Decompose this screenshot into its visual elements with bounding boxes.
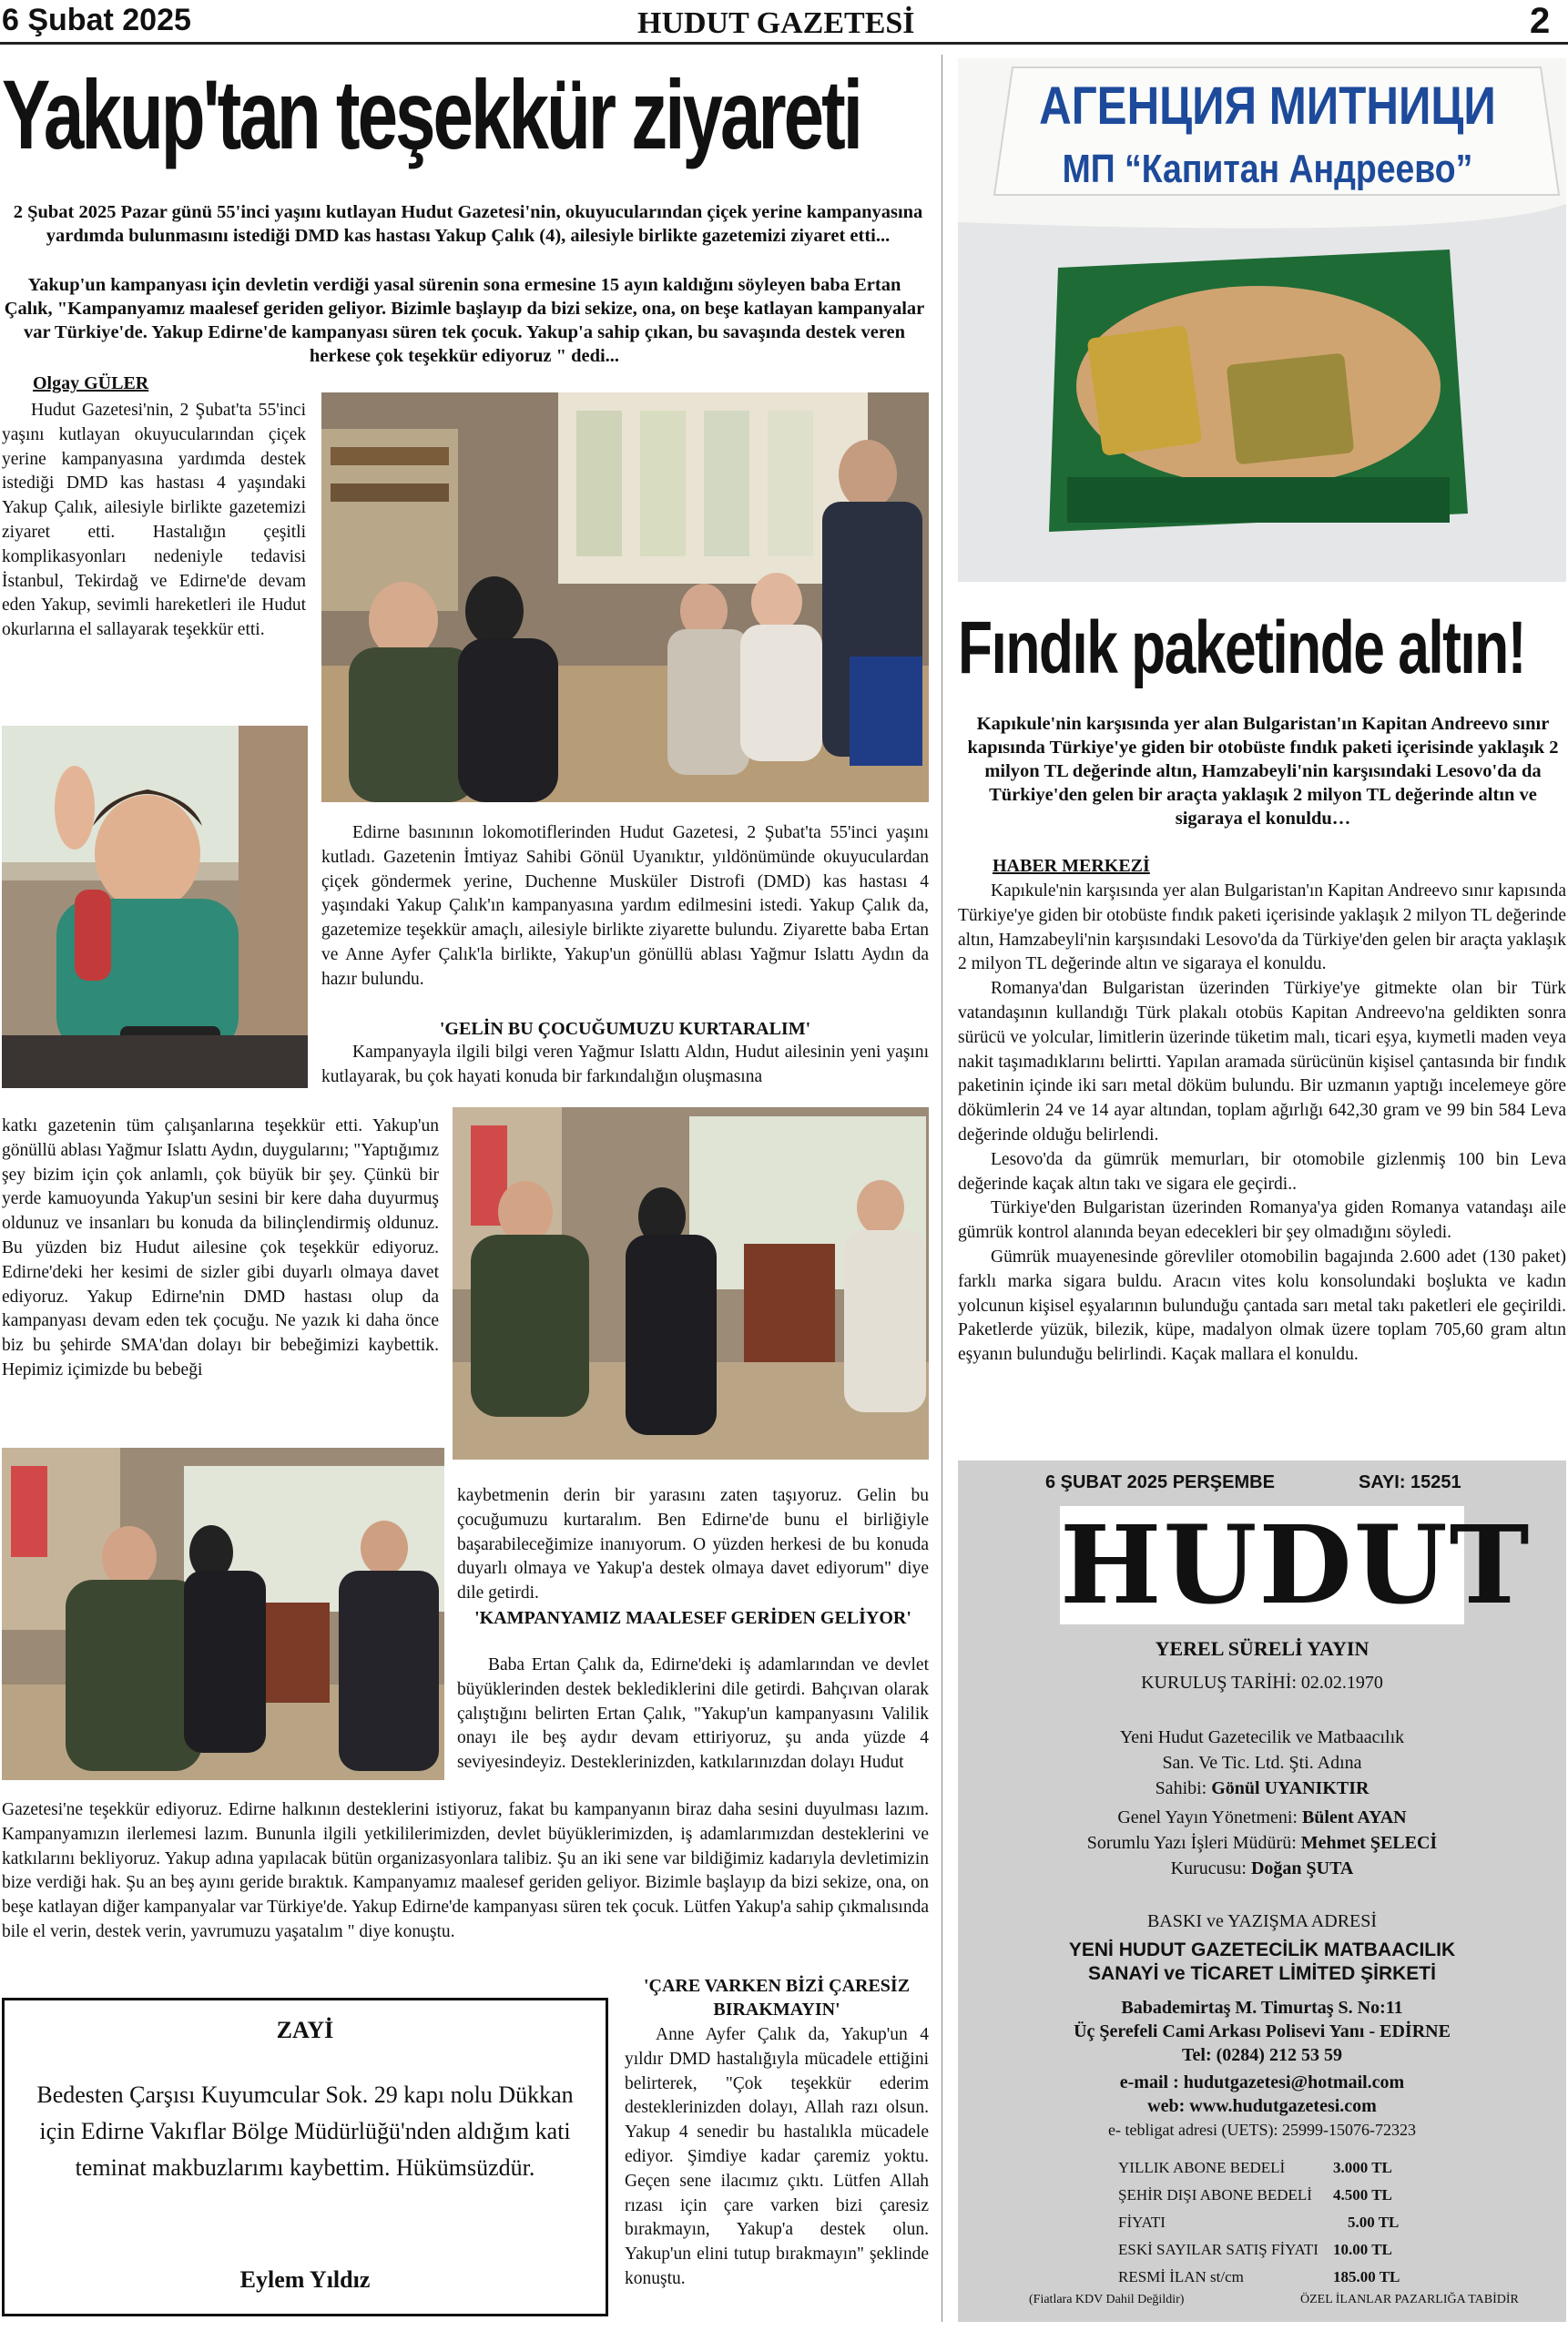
subhead-gelin: 'GELİN BU ÇOCUĞUMUZU KURTARALIM': [439, 1019, 811, 1039]
lead-left-2: Yakup'un kampanyası için devletin verdiği yasal sürenin sona ermesine 15 ayın kaldığını söyleyen baba Ertan Çalık, "Kampanyamız maalesef geriden geliyor. Bizimle başlayıp da bizi sekize, ona, on beşe katlayan kampanyalar var Türkiye'de. Yakup Edirne'de kampanyası süren tek çocuk. Yakup'a sahip çıkan, bu savaşında destek veren herkese çok teşekkür ediyoruz " dedi...: [4, 275, 925, 366]
price-row: [1118, 2182, 1501, 2209]
zayi-box: [2, 1998, 608, 2316]
zayi-text: Bedesten Çarşısı Kuyumcular Sok. 29 kapı nolu Dükkan için Edirne Vakıflar Bölge Müdürlüğü'nden aldığım kati teminat makbuzlarımı kaybettim. Hükümsüzdür.: [36, 2082, 574, 2181]
impressum-box: [958, 1461, 1566, 2322]
right-article-paragraph: Türkiye'den Bulgaristan üzerinden Romanya'ya giden Romanya vatandaşı aile gümrük kontrol alanında beyan edecekleri bir şey olmadığını söyledi.: [958, 1198, 1566, 1243]
byline-left: Olgay GÜLER: [33, 373, 149, 393]
left-col-paragraph-2: katkı gazetenin tüm çalışanlarına teşekkür etti. Yakup'un gönüllü ablası Yağmur Islattı Aydın, duygularını; "Yaptığımız şey bizim için çok anlamlı, çok büyük bir şey. Çünkü bir yerde kamuoyunda Yakup'un sesini bir kere daha duyurmuş oldunuz ve insanları bu konuda da bilinçlendirmiş oldunuz. Bu yüzden biz Hudut ailesine çok teşekkür ediyoruz. Edirne'deki her kesimi de sizler gibi duyarlı olmaya davet ediyoruz. Yakup Edirne'nin DMD hastası olup da kampanyası devam eden tek çocuğu. Ne yazık ki daha önce biz bu şehirde SMA'dan dolayı bir bebeğimizi kaybettik. Hepimiz içimizde bu bebeği: [2, 1116, 439, 1379]
lead-left: 2 Şubat 2025 Pazar günü 55'inci yaşını kutlayan Hudut Gazetesi'nin, okuyucularından çiçek yerine kampanyasına yardımda bulunmasını istediği DMD kas hastası Yakup Çalık (4), ailesiyle birlikte gazetemizi ziyaret etti...: [13, 202, 923, 246]
right-col-paragraph-4: Baba Ertan Çalık da, Edirne'deki iş adamlarından ve devlet büyüklerinden destek beklediklerini dile getirdi. Bahçıvan olarak çalıştığını belirten Ertan Çalık, "Yakup'un kampanyasını Valilik onayı ile beş aydır devam ettiriyoruz, şu anda yüzde 4 seviyesindeyiz. Desteklerinizden, katkılarınızdan dolayı Hudut: [457, 1655, 929, 1773]
impressum-print-company-1: YENİ HUDUT GAZETECİLİK MATBAACILIK: [1068, 1939, 1456, 1960]
price-label: ESKİ SAYILAR SATIŞ FİYATI: [1118, 2241, 1319, 2258]
sign-line-1: АГЕНЦИЯ МИТНИЦИ: [1039, 76, 1496, 136]
right-article-paragraph: Gümrük muayenesinde görevliler otomobilin bagajında 2.600 adet (130 paket) farklı marka sigara buldu. Aracın vites kolu konsolundaki boşlukta ve kadın yolcunun kişisel eşyalarının bulunduğu çantada sarı metal takı paketleri ele geçirildi. Paketlerde yüzük, bilezik, küpe, madalyon olmak üzere toplam 705,60 gram altın eşyanın bulunduğu belirlindi. Kaçak mallara el konuldu.: [958, 1247, 1566, 1365]
impressum-uets: e- tebligat adresi (UETS): 25999-15076-72323: [1108, 2121, 1416, 2139]
impressum-address-2: Üç Şerefeli Cami Arkası Polisevi Yanı - EDİRNE: [1074, 2021, 1451, 2041]
headline-left: Yakup'tan teşekkür ziyareti: [2, 59, 861, 169]
impressum-email: e-mail : hudutgazetesi@hotmail.com: [1119, 2072, 1405, 2092]
col1-paragraph: Hudut Gazetesi'nin, 2 Şubat'ta 55'inci yaşını kutlayan okuyucularından çiçek yerine kampanyasına yardımda destek istediği DMD kas hastası 4 yaşındaki Yakup Çalık, ailesiyle birlikte gazetemizi ziyaret etti. Hastalığın çeşitli komplikasyonları nedeniyle tedavisi İstanbul, Tekirdağ ve Edirne'de devam eden Yakup, sevimli hareketleri ile Hudut okurlarına el sallayarak teşekkür etti.: [2, 401, 306, 640]
price-row: [1118, 2154, 1501, 2182]
gm-label: Genel Yayın Yönetmeni:: [1117, 1807, 1298, 1827]
right-col-paragraph-1: Edirne basınının lokomotiflerinden Hudut Gazetesi, 2 Şubat'ta 55'inci yaşını kutladı. Gazetenin İmtiyaz Sahibi Gönül Uyanıktır, yıldönümünde okuyuculardan çiçek göndermek yerine, Duchenne Musküler Distrofi (DMD) kas hastası 4 yaşındaki Yakup Çalık'ın kampanyasına yardım edilmesini istedi. Yakup Çalık da, gazetemize teşekkür amaçlı, ailesiyle birlikte ziyarette bulundu. Ziyarette baba Ertan ve Anne Ayfer Çalık'la birlikte, Yakup'un gönüllü ablası Yağmur Islattı Aydın da hazır bulundu.: [321, 823, 929, 989]
founder-label: Kurucusu:: [1170, 1858, 1247, 1878]
impressum-subtitle: YEREL SÜRELİ YAYIN: [1155, 1637, 1369, 1660]
headline-right: Fındık paketinde altın!: [958, 606, 1525, 689]
editor-name: Mehmet ŞELECİ: [1300, 1833, 1438, 1853]
sign-line-2: МП “Капитан Андреево”: [1062, 147, 1473, 191]
price-table: [1118, 2154, 1501, 2291]
price-label: RESMİ İLAN st/cm: [1118, 2268, 1244, 2285]
editor-label: Sorumlu Yazı İşleri Müdürü:: [1086, 1833, 1297, 1853]
price-value: 185.00 TL: [1333, 2268, 1400, 2285]
price-value: 4.500 TL: [1333, 2186, 1392, 2204]
page-date: 6 Şubat 2025: [2, 3, 191, 37]
right-article-body: [958, 880, 1566, 1368]
subhead-care: 'ÇARE VARKEN BİZİ ÇARESİZ BIRAKMAYIN': [643, 1976, 911, 2020]
impressum-logo: HUDUT: [1060, 1501, 1532, 1628]
owner-name: Gönül UYANIKTIR: [1211, 1778, 1369, 1798]
right-col-paragraph-3: kaybetmenin derin bir yarasını zaten taşıyoruz. Gelin bu çocuğumuzu kurtaralım. Ben Edirne'de bunu el birliğiyle başarabileceğimize inanıyorum. O yüzden herkesi de bu konuda duyarlı olmaya ve Yakup'a destek olmaya davet ediyorum" diye dile getirdi.: [457, 1486, 929, 1603]
impressum-company-2: San. Ve Tic. Ltd. Şti. Adına: [1162, 1753, 1362, 1773]
impressum-founded: KURULUŞ TARİHİ: 02.02.1970: [1141, 1673, 1383, 1693]
price-label: FİYATI: [1118, 2214, 1166, 2231]
photo-hazelnut-gold: [958, 58, 1566, 582]
impressum-date: 6 ŞUBAT 2025 PERŞEMBE: [1045, 1472, 1275, 1492]
impressum-founder: [958, 1856, 1566, 1881]
right-col-paragraph-2: Kampanyayla ilgili bilgi veren Yağmur Islattı Aldın, Hudut ailesinin yeni yaşını kutlayarak, bu çok hayati konuda bir farkındalığın oluşmasına: [321, 1043, 929, 1086]
right-article-paragraph: Romanya'dan Bulgaristan üzerinden Türkiye'ye gitmekte olan bir Türk vatandaşının kullandığı Türk plakalı otobüs Kapitan Andreevo'na geldikten sonra sürücü ve yolcular, limitlerin üzerinde tüketim malı, ticari eşya, kıymetli maden veya nakit taşımadıklarını belirtti. Yapılan aramada sürücünün kişisel çantasında bir fındık paketinin içinde iki sarı metal döküm bulundu. Bir uzmanın yaptığı incelemeye göre dökümlerin 24 ve 14 ayar altından, toplam ağırlığı 642,30 gram ve 99 bin 584 Leva değerinde olduğu belirlendi.: [958, 979, 1566, 1145]
impressum-address-1: Babademirtaş M. Timurtaş S. No:11: [1121, 1998, 1403, 2018]
price-row: [1118, 2236, 1501, 2264]
photo-visit-2: [453, 1107, 929, 1460]
full-width-paragraph: Gazetesi'ne teşekkür ediyoruz. Edirne halkının desteklerini istiyoruz, fakat bu kampanyanın biraz daha sesini duyulması lazım. Kampanyamızın ilerlemesi lazım. Bununla ilgili yetkililerimizden, devlet büyüklerimizden, iş adamlarımızdan desteklerini ve katkılarını bekliyoruz. Yakup adına yapılacak bütün organizasyonlara talibiz. Şu an iki sene var bildiğimiz kadarıyla devletimizin bize verdiği hak. Şu an beş ayını geride bıraktık. Kampanyamız maalesef geriden geliyor. Bizimle başlayıp da bizi sekize, ona, on beşe katlayan diğer kampanyalar var Türkiye'de. Yakup Edirne'de kampanyası süren tek çocuk. Lütfen Yakup'a sahip çıkmalısında bile el verin, destek verin, yavrumuzu yaşatalım " diye konuştu.: [2, 1800, 929, 1941]
price-label: YILLIK ABONE BEDELİ: [1118, 2159, 1286, 2176]
price-row: [1118, 2209, 1501, 2236]
impressum-web: web: www.hudutgazetesi.com: [1147, 2096, 1377, 2116]
price-row: [1118, 2264, 1501, 2291]
impressum-gm: [958, 1805, 1566, 1830]
impressum-print-company-2: SANAYİ ve TİCARET LİMİTED ŞİRKETİ: [1088, 1963, 1436, 1984]
zayi-signature: Eylem Yıldız: [239, 2266, 371, 2293]
page-number: 2: [1530, 1, 1551, 41]
founder-name: Doğan ŞUTA: [1250, 1858, 1354, 1878]
lead-right: Kapıkule'nin karşısında yer alan Bulgaristan'ın Kapitan Andreevo sınır kapısında Türkiye'ye giden bir otobüste fındık paketi içerisinde yaklaşık 2 milyon TL değerinde altın, Hamzabeyli'nin karşısındaki Lesovo'da da Türkiye'den gelen bir araçta yaklaşık 2 milyon TL değerinde altın ve sigaraya el konuldu…: [967, 714, 1559, 829]
impressum-company-1: Yeni Hudut Gazetecilik ve Matbaacılık: [1119, 1727, 1405, 1747]
price-value: 3.000 TL: [1333, 2159, 1392, 2176]
photo-visit-3: [2, 1448, 444, 1780]
impressum-footnote-left: (Fiatlara KDV Dahil Değildir): [1029, 2293, 1185, 2306]
paper-name: HUDUT GAZETESİ: [637, 6, 915, 40]
last-paragraph: Anne Ayfer Çalık da, Yakup'un 4 yıldır DMD hastalığıyla mücadele ettiğini belirterek, "Çok teşekkür ederim desteklerinizden dolayı, Allah razı olsun. Yakup 4 senedir bu hastalıkla mücadele ediyor. Şimdiye kadar çaremiz yoktu. Geçen sene ilacımız çıktı. Lütfen Allah rızası için çare varken bizi çaresiz bırakmayın, Yakup'a destek olun. Yakup'un elini tutup bırakmayın" şeklinde konuştu.: [625, 2025, 929, 2288]
impressum-footnote-right: ÖZEL İLANLAR PAZARLIĞA TABİDİR: [1300, 2293, 1519, 2306]
impressum-tel: Tel: (0284) 212 53 59: [1182, 2045, 1342, 2065]
impressum-print-title: BASKI ve YAZIŞMA ADRESİ: [1146, 1911, 1378, 1931]
subhead-kampanyamiz: 'KAMPANYAMIZ MAALESEF GERİDEN GELİYOR': [474, 1608, 911, 1628]
price-value: 5.00 TL: [1348, 2214, 1400, 2231]
price-value: 10.00 TL: [1333, 2241, 1392, 2258]
impressum-editor: [958, 1830, 1566, 1856]
right-article-paragraph: Lesovo'da da gümrük memurları, bir otomobile gizlenmiş 100 bin Leva değerinde kaçak altın takı ve sigara ele geçirdi..: [958, 1149, 1566, 1194]
masthead-rule: [0, 42, 1568, 45]
owner-label: Sahibi:: [1155, 1778, 1207, 1798]
impressum-logo-box: [1060, 1501, 1532, 1628]
photo-child: [2, 726, 308, 1088]
right-article-paragraph: Kapıkule'nin karşısında yer alan Bulgaristan'ın Kapitan Andreevo sınır kapısında Türkiye'ye giden bir otobüste fındık paketi içerisinde yaklaşık 2 milyon TL değerinde altın, Hamzabeyli'nin karşısındaki Lesovo'da da Türkiye'den gelen bir araçta yaklaşık 2 milyon TL değerinde altın ve sigaraya el konuldu.: [958, 881, 1566, 974]
photo-family-group: [321, 392, 929, 802]
price-label: ŞEHİR DIŞI ABONE BEDELİ: [1118, 2186, 1312, 2204]
byline-right: HABER MERKEZİ: [993, 856, 1150, 876]
gm-name: Bülent AYAN: [1301, 1807, 1407, 1827]
zayi-title: ZAYİ: [276, 2017, 334, 2043]
impressum-issue: SAYI: 15251: [1359, 1472, 1461, 1492]
impressum-owner: [958, 1776, 1566, 1801]
